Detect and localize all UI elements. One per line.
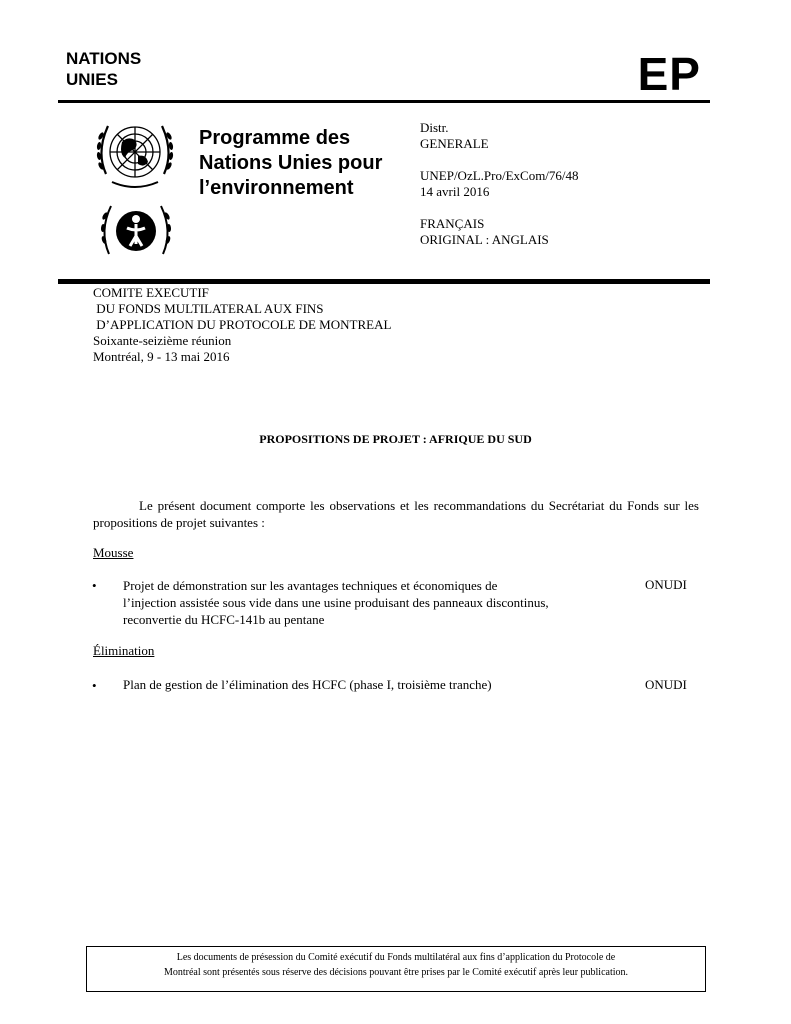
bullet-icon: • <box>92 678 97 693</box>
intro-paragraph: Le présent document comporte les observations et les recommandations du Secrétariat du Fonds sur les propositions de projet suivantes : <box>93 498 699 530</box>
doc-date: 14 avril 2016 <box>420 184 490 199</box>
unep-emblem-icon <box>97 196 175 266</box>
document-symbol-ep: EP <box>637 48 701 100</box>
project-item: Plan de gestion de l’élimination des HCFC (phase I, troisième tranche) <box>123 677 492 692</box>
section-heading-elimination: Élimination <box>93 643 155 658</box>
section-heading-mousse: Mousse <box>93 545 134 560</box>
footer-line-2: Montréal sont présentés sous réserve des décisions pouvant être prises par le Comité exécutif après leur publication. <box>163 967 629 978</box>
distribution-block <box>420 120 579 248</box>
meeting-line-2: DU FONDS MULTILATERAL AUX FINS <box>93 301 324 316</box>
project-agency: ONUDI <box>645 677 687 692</box>
meeting-line-1: COMITE EXECUTIF <box>93 285 209 300</box>
meeting-line-5: Montréal, 9 - 13 mai 2016 <box>93 349 230 364</box>
project-agency: ONUDI <box>645 577 687 592</box>
project-item: Projet de démonstration sur les avantages techniques et économiques de l’injection assistée sous vide dans une usine produisant des panneaux discontinus, reconvertie du HCFC-141b au pentane <box>123 578 549 627</box>
bullet-icon: • <box>92 578 97 593</box>
programme-line-3: l’environnement <box>199 177 354 199</box>
programme-name <box>199 126 382 201</box>
doc-symbol: UNEP/OzL.Pro/ExCom/76/48 <box>420 168 579 183</box>
meeting-line-4: Soixante-seizième réunion <box>93 333 232 348</box>
programme-line-2: Nations Unies pour <box>199 152 383 174</box>
document-title: PROPOSITIONS DE PROJET : AFRIQUE DU SUD <box>259 432 532 446</box>
org-line-2: UNIES <box>66 70 118 89</box>
un-emblem-icon <box>92 112 178 194</box>
doc-language: FRANÇAIS <box>420 216 485 231</box>
footer-line-1: Les documents de présession du Comité exécutif du Fonds multilatéral aux fins d’application du Protocole de <box>176 952 616 963</box>
footer-notice <box>86 950 706 980</box>
header-rule <box>58 279 710 284</box>
meeting-line-3: D’APPLICATION DU PROTOCOLE DE MONTREAL <box>93 317 392 332</box>
programme-line-1: Programme des <box>199 127 351 149</box>
doc-original: ORIGINAL : ANGLAIS <box>420 232 549 247</box>
distr-label: Distr. <box>420 120 449 135</box>
top-rule <box>58 100 710 103</box>
organization-name <box>66 48 141 90</box>
org-line-1: NATIONS <box>66 49 142 68</box>
distr-generale: GENERALE <box>420 136 489 151</box>
meeting-block <box>93 285 391 365</box>
